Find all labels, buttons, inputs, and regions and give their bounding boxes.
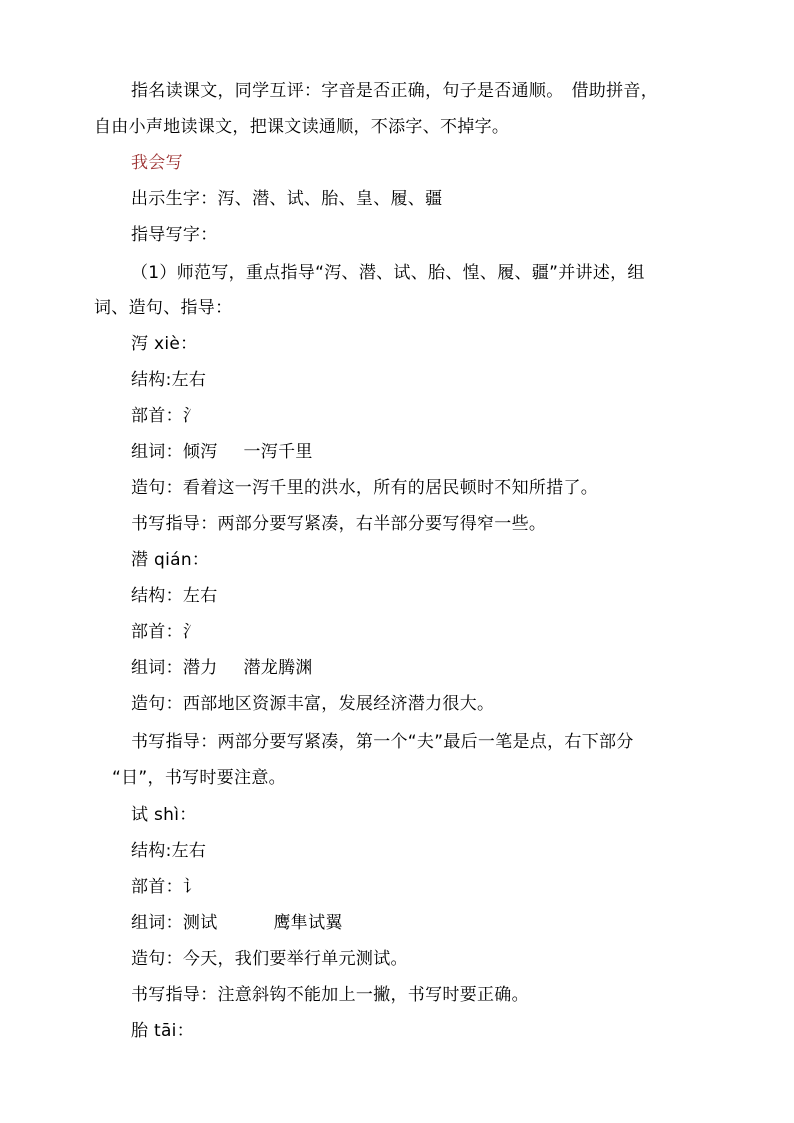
char-xie-words	[131, 441, 313, 463]
show-new-characters: 出示生字：泻、潜、试、胎、皇、履、疆	[131, 189, 443, 209]
char-shi-heading: 试 shì：	[131, 805, 197, 825]
step1-line-2: 词、造句、指导：	[94, 298, 233, 318]
char-qian-words-2: 潜龙腾渊	[243, 658, 313, 678]
char-qian-writing-guide-1: 书写指导：两部分要写紧凑，第一个“夫”最后一笔是点，右下部分	[131, 732, 634, 752]
reading-instruction-text: 指名读课文，同学互评：字音是否正确，句子是否通顺。	[131, 81, 564, 101]
char-xie-words-2: 一泻千里	[243, 442, 313, 462]
char-shi-writing-guide: 书写指导：注意斜钩不能加上一撇，书写时要正确。	[131, 985, 529, 1005]
char-qian-heading: 潜 qián：	[131, 550, 210, 570]
char-xie-words-1: 组词：倾泻	[131, 442, 218, 462]
char-shi-structure: 结构:左右	[131, 841, 207, 861]
char-xie-radical: 部首：氵	[131, 406, 201, 426]
section-heading-i-can-write: 我会写	[131, 153, 183, 173]
paragraph-reading-line-1	[131, 80, 658, 102]
char-qian-words-1: 组词：潜力	[131, 658, 218, 678]
char-shi-words	[131, 912, 343, 934]
writing-guidance-heading: 指导写字：	[131, 225, 218, 245]
char-qian-words	[131, 657, 313, 679]
char-xie-structure: 结构:左右	[131, 370, 207, 390]
paragraph-reading-line-2: 自由小声地读课文，把课文读通顺，不添字、不掉字。	[94, 117, 510, 137]
char-xie-sentence: 造句：看着这一泻千里的洪水，所有的居民顿时不知所措了。	[131, 478, 599, 498]
pinyin-instruction-text: 借助拼音，	[571, 81, 658, 101]
char-qian-writing-guide-2: “日”，书写时要注意。	[112, 768, 286, 788]
char-tai-heading: 胎 tāi：	[131, 1021, 195, 1041]
char-xie-writing-guide: 书写指导：两部分要写紧凑，右半部分要写得窄一些。	[131, 514, 547, 534]
char-xie-heading: 泻 xiè：	[131, 334, 198, 354]
char-shi-words-1: 组词：测试	[131, 913, 218, 933]
step1-line-1: （1）师范写，重点指导“泻、潜、试、胎、惶、履、疆”并讲述，组	[131, 263, 645, 283]
char-shi-radical: 部首：讠	[131, 877, 201, 897]
char-shi-sentence: 造句：今天，我们要举行单元测试。	[131, 949, 408, 969]
char-qian-sentence: 造句：西部地区资源丰富，发展经济潜力很大。	[131, 694, 495, 714]
char-qian-structure: 结构：左右	[131, 586, 218, 606]
char-qian-radical: 部首：氵	[131, 622, 201, 642]
char-shi-words-2: 鹰隼试翼	[273, 913, 343, 933]
